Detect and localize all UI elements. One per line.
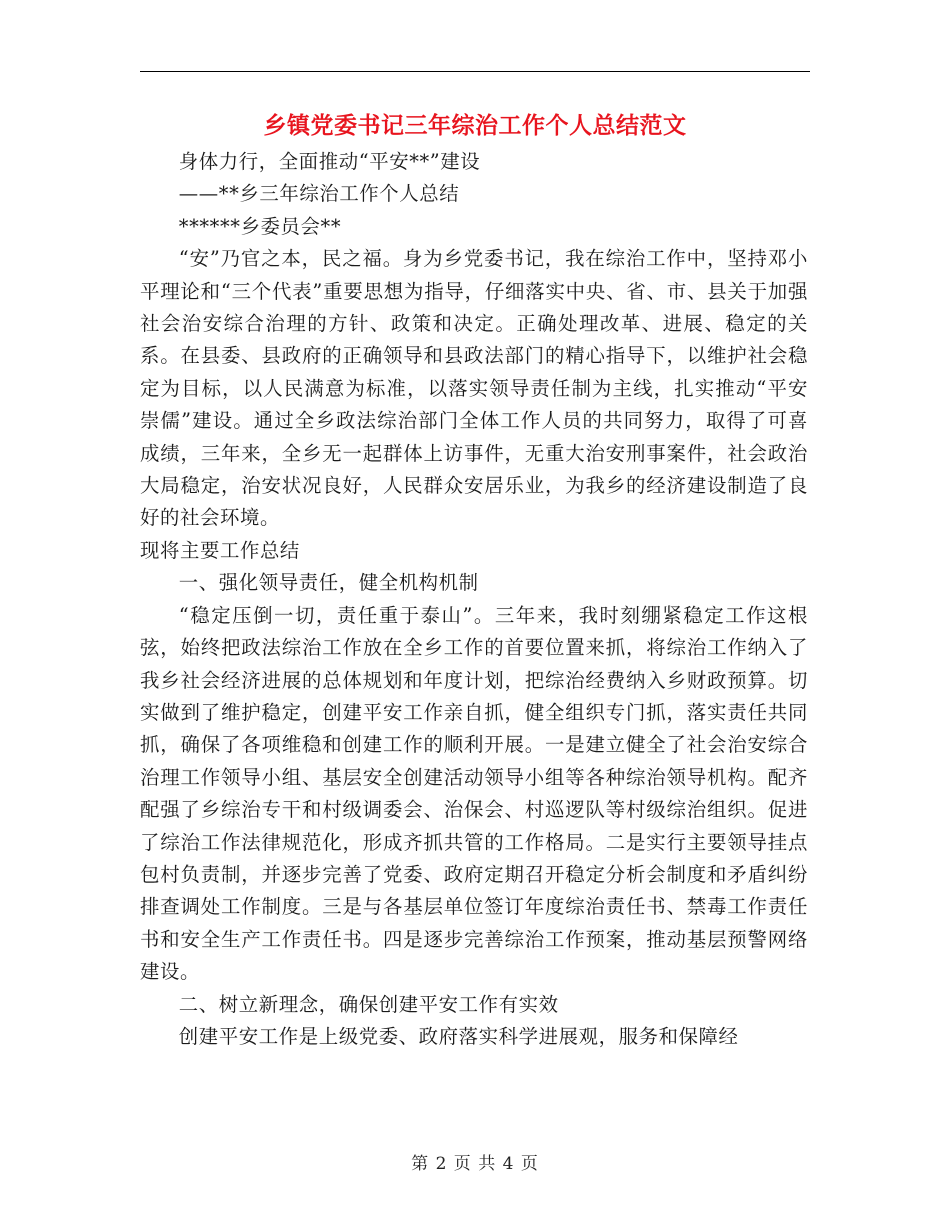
paragraph-intro: “安”乃官之本，民之福。身为乡党委书记，我在综治工作中，坚持邓小平理论和“三个代表”重要思想为指导，仔细落实中央、省、市、县关于加强社会治安综合治理的方针、政策和决定。正确处理改革、进展、稳定的关系。在县委、县政府的正确领导和县政法部门的精心指导下，以维护社会稳定为目标，以人民满意为标准，以落实领导责任制为主线，扎实推动“平安崇儒”建设。通过全乡政法综治部门全体工作人员的共同努力，取得了可喜成绩，三年来，全乡无一起群体上访事件，无重大治安刑事案件，社会政治大局稳定，治安状况良好，人民群众安居乐业，为我乡的经济建设制造了良好的社会环境。 bbox=[140, 247, 808, 530]
header-rule bbox=[140, 71, 810, 72]
paragraph-section-1: “稳定压倒一切，责任重于泰山”。三年来，我时刻绷紧稳定工作这根弦，始终把政法综治工作放在全乡工作的首要位置来抓，将综治工作纳入了我乡社会经济进展的总体规划和年度计划，把综治经费纳入乡财政预算。切实做到了维护稳定，创建平安工作亲自抓，健全组织专门抓，落实责任共同抓，确保了各项维稳和创建工作的顺利开展。一是建立健全了社会治安综合治理工作领导小组、基层安全创建活动领导小组等各种综治领导机构。配齐配强了乡综治专干和村级调委会、治保会、村巡逻队等村级综治组织。促进了综治工作法律规范化，形成齐抓共管的工作格局。二是实行主要领导挂点包村负责制，并逐步完善了党委、政府定期召开稳定分析会制度和矛盾纠纷排查调处工作制度。三是与各基层单位签订年度综治责任书、禁毒工作责任书和安全生产工作责任书。四是逐步完善综治工作预案，推动基层预警网络建设。 bbox=[140, 603, 808, 984]
page-number: 第 2 页 共 4 页 bbox=[411, 1154, 539, 1174]
page-title: 乡镇党委书记三年综治工作个人总结范文 bbox=[263, 112, 687, 139]
sub-subtitle: ——**乡三年综治工作个人总结 bbox=[178, 182, 460, 206]
section-heading-2: 二、树立新理念，确保创建平安工作有实效 bbox=[178, 992, 559, 1016]
paragraph-section-2: 创建平安工作是上级党委、政府落实科学进展观，服务和保障经 bbox=[178, 1024, 739, 1048]
section-heading-1: 一、强化领导责任，健全机构机制 bbox=[178, 571, 479, 595]
document-body bbox=[140, 146, 808, 1053]
subtitle: 身体力行，全面推动“平安**”建设 bbox=[178, 150, 481, 173]
author-line: ******乡委员会** bbox=[178, 214, 342, 238]
paragraph-summary-lead: 现将主要工作总结 bbox=[140, 538, 300, 562]
